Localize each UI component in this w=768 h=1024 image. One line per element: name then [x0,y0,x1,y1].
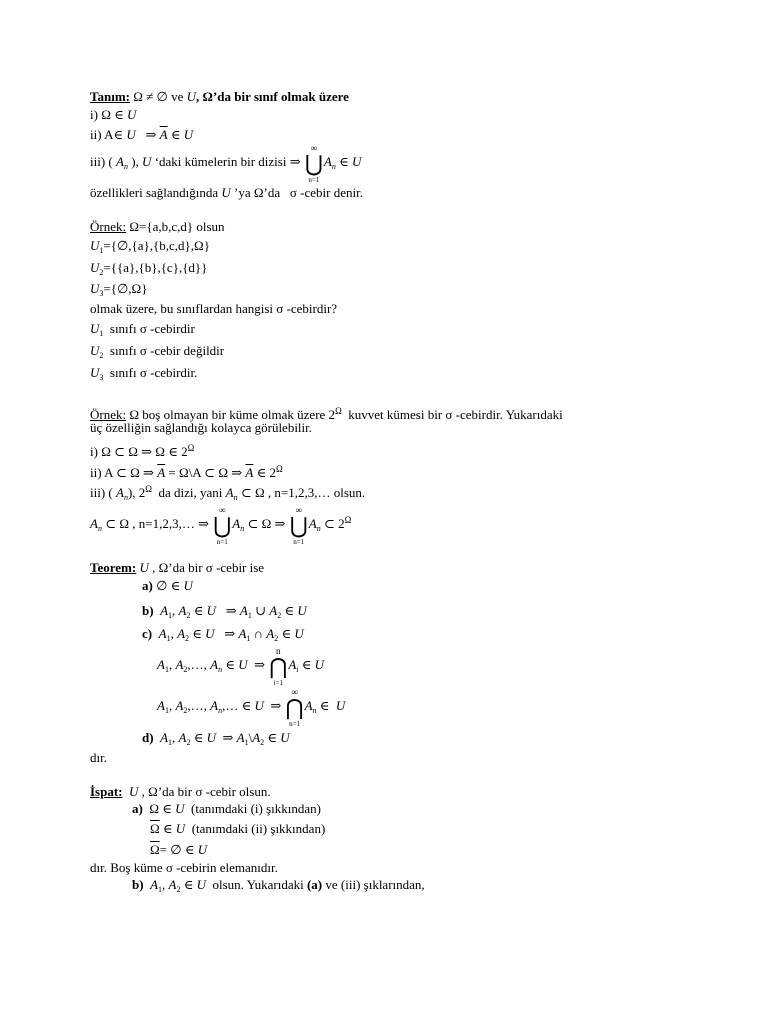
proof-item-b: b) $A_1$, $A_2$ ∈ U olsun. Yukarıdaki (a) ve (iii) şıklarından, [132,877,425,894]
example2-item-ii: ii) A ⊂ Ω ⇒ $\overline{A}$ = Ω\A ⊂ Ω ⇒ $\overline{A}$ ∈ $2^\Omega$ [90,464,283,480]
theorem-item-b: b) $A_1$, $A_2$ ∈ U ⇒ $A_1$ ∪ $A_2$ ∈ U [142,603,307,620]
big-intersection-symbol: ∞ ⋂ n=1 [285,687,304,728]
definition-label: Tanım: [90,89,130,104]
definition-heading: Tanım: Ω ≠ ∅ ve U, Ω’da bir sınıf olmak üzere [90,89,349,104]
theorem-item-d: d) $A_1$, $A_2$ ∈ U ⇒ $A_1\backslash A_2$ ∈ U [142,730,290,747]
example1-question: olmak üzere, bu sınıflardan hangisi σ -cebirdir? [90,301,338,316]
example1-label: Örnek: [90,219,127,234]
example2-heading: Örnek: Ω boş olmayan bir küme olmak üzere $2^\Omega$ kuvvet kümesi bir σ -cebirdir. Yukarıdaki [90,406,563,422]
theorem-item-a: a) ∅ ∈ U [142,578,193,593]
proof-heading: İspat: U , Ω’da bir σ -cebir olsun. [90,784,271,799]
definition-item-iii: iii) ( $A_n$ ), U ‘daki kümelerin bir dizisi ⇒ ∞ ⋃ n=1 $A_n$ ∈ U [90,143,362,184]
theorem-item-c-finite: $A_1$, $A_2,\dots$, $A_n$ ∈ U ⇒ n ⋂ i=1 $A_i$ ∈ U [157,646,325,687]
example2-item-i: i) Ω ⊂ Ω ⇒ Ω ∈ $2^\Omega$ [90,443,195,459]
theorem-closing: dır. [90,750,107,765]
proof-item-a-3: $\overline{\Omega}=$ ∅ ∈ U [150,842,208,857]
big-union-symbol: ∞ ⋃ n=1 [213,505,232,546]
definition-item-ii: ii) A∈ U ⇒ $\overline{A}$ ∈ U [90,127,194,142]
example1-heading: Örnek: Ω={a,b,c,d} olsun [90,219,225,234]
proof-item-a-1: a) Ω ∈ U (tanımdaki (i) şıkkından) [132,801,321,816]
definition-item-i: i) Ω ∈ U [90,107,137,122]
example2-item-iii: iii) ( $A_n$), $2^\Omega$ da dizi, yani $A_n$ ⊂ Ω , n=1,2,3,… olsun. [90,484,366,502]
example2-label: Örnek: [90,407,127,422]
definition-closing: özellikleri sağlandığında U ’ya Ω’da σ -cebir denir. [90,185,363,200]
example1-answer-2: $U_2$ sınıfı σ -cebir değildir [90,343,225,360]
big-union-symbol: ∞ ⋃ n=1 [289,505,308,546]
theorem-item-c-countable: $A_1$, $A_2,\dots$, $A_n,\dots$ ∈ U ⇒ ∞ ⋂ n=1 $A_n$ ∈ U [157,687,346,728]
theorem-item-c: c) $A_1$, $A_2$ ∈ U ⇒ $A_1$ ∩ $A_2$ ∈ U [142,626,304,643]
example1-u3: $U_3=\{\emptyset,\Omega\}$ [90,281,148,298]
theorem-label: Teorem: [90,560,137,575]
big-intersection-symbol: n ⋂ i=1 [269,646,288,687]
example1-u1: $U_1=\{\emptyset,\{a\},\{b,c,d\},\Omega\}$ [90,238,210,255]
example2-conclusion: $A_n$ ⊂ Ω , n=1,2,3,… ⇒ ∞ ⋃ n=1 $A_n$ ⊂ Ω ⇒ ∞ ⋃ n=1 $A_n$ ⊂ $2^\Omega$ [90,505,352,546]
proof-item-a-2: $\overline{\Omega}$ ∈ U (tanımdaki (ii) şıkkından) [150,821,326,836]
example1-answer-1: $U_1$ sınıfı σ -cebirdir [90,321,195,338]
proof-label: İspat: [90,784,123,799]
example2-text2: üç özelliğin sağlandığı kolayca görülebilir. [90,420,313,435]
theorem-heading: Teorem: U , Ω’da bir σ -cebir ise [90,560,265,575]
example1-answer-3: $U_3$ sınıfı σ -cebirdir. [90,365,198,382]
proof-closing: dır. Boş küme σ -cebirin elemanıdır. [90,860,278,875]
big-union-symbol: ∞ ⋃ n=1 [304,143,323,184]
example1-u2: $U_2=\{\{a\},\{b\},\{c\},\{d\}\}$ [90,260,208,277]
